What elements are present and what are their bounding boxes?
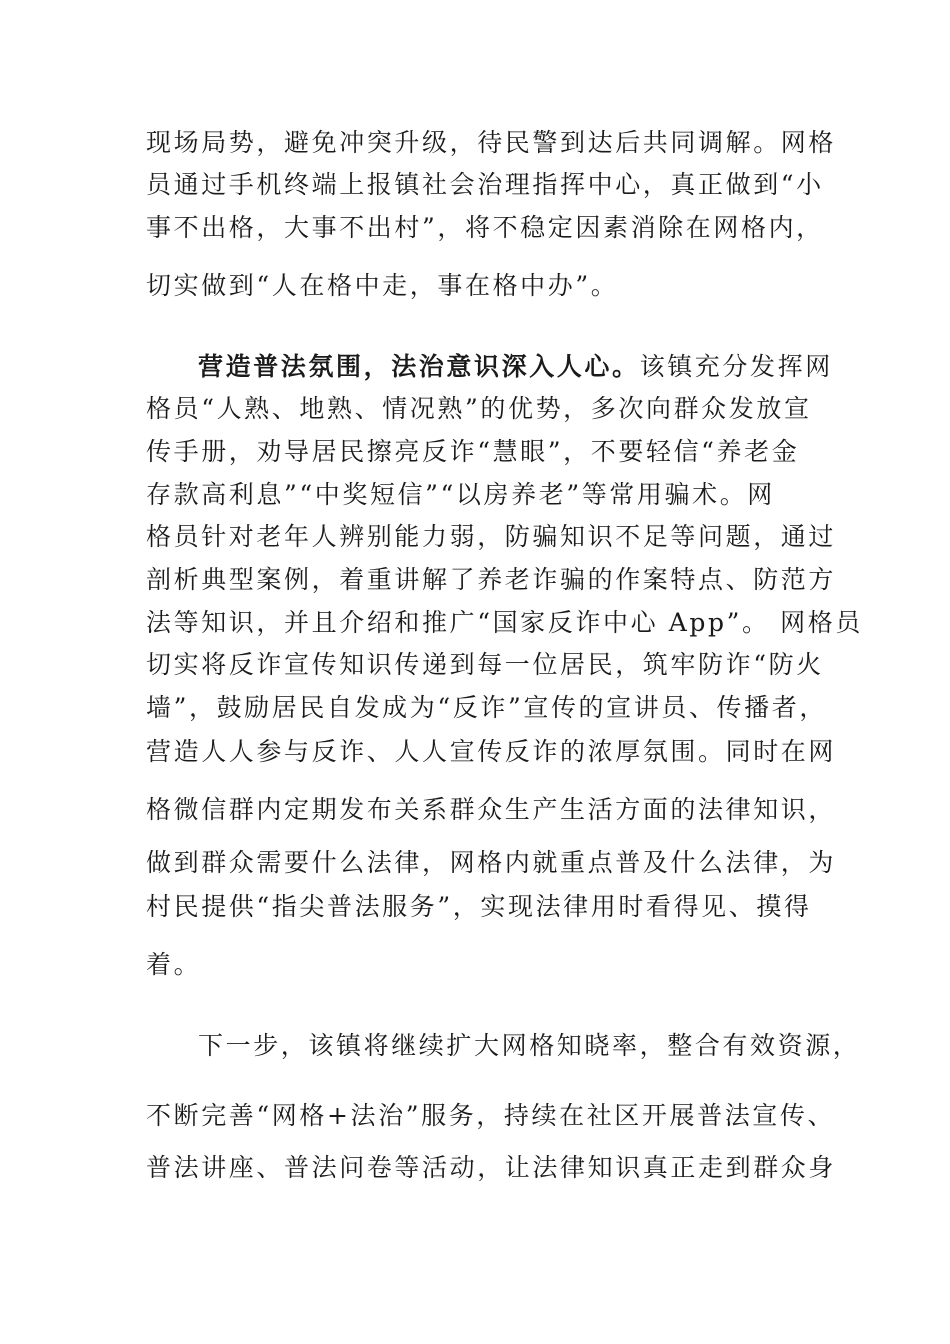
paragraph-3-line-2: 不断完善“网格+法治”服务，持续在社区开展普法宣传、 bbox=[146, 1101, 836, 1130]
paragraph-1-line-4: 切实做到“人在格中走，事在格中办”。 bbox=[146, 271, 619, 300]
paragraph-2-line-9: 墙”，鼓励居民自发成为“反诈”宣传的宣讲员、传播者， bbox=[146, 693, 827, 722]
paragraph-2-first-line-rest: 该镇充分发挥网 bbox=[639, 352, 833, 381]
paragraph-2-line-2: 格员“人熟、地熟、情况熟”的优势，多次向群众发放宣 bbox=[146, 394, 812, 423]
paragraph-2-line-7: 法等知识，并且介绍和推广“国家反诈中心 App”。 网格员 bbox=[146, 608, 863, 637]
paragraph-2-line-11: 格微信群内定期发布关系群众生产生活方面的法律知识， bbox=[146, 795, 837, 824]
paragraph-2-line-1 bbox=[198, 351, 833, 383]
paragraph-2-line-6: 剖析典型案例，着重讲解了养老诈骗的作案特点、防范方 bbox=[146, 565, 837, 594]
paragraph-3-line-3: 普法讲座、普法问卷等活动，让法律知识真正走到群众身 bbox=[146, 1153, 837, 1182]
paragraph-2-line-5: 格员针对老年人辨别能力弱，防骗知识不足等问题，通过 bbox=[146, 522, 837, 551]
paragraph-2-line-13: 村民提供“指尖普法服务”，实现法律用时看得见、摸得 bbox=[146, 892, 812, 921]
paragraph-1-line-3: 事不出格，大事不出村”，将不稳定因素消除在网格内， bbox=[146, 213, 824, 242]
paragraph-1-line-1: 现场局势，避免冲突升级，待民警到达后共同调解。网格 bbox=[146, 128, 837, 157]
paragraph-2-line-12: 做到群众需要什么法律，网格内就重点普及什么法律，为 bbox=[146, 848, 837, 877]
paragraph-2-line-8: 切实将反诈宣传知识传递到每一位居民，筑牢防诈“防火 bbox=[146, 650, 824, 679]
paragraph-2-line-10: 营造人人参与反诈、人人宣传反诈的浓厚氛围。同时在网 bbox=[146, 737, 837, 766]
paragraph-1-line-2: 员通过手机终端上报镇社会治理指挥中心，真正做到“小 bbox=[146, 170, 824, 199]
paragraph-2-line-14: 着。 bbox=[146, 950, 202, 979]
paragraph-2-heading: 营造普法氛围，法治意识深入人心。 bbox=[198, 352, 640, 381]
paragraph-2-line-3: 传手册，劝导居民擦亮反诈“慧眼”，不要轻信“养老金 bbox=[146, 437, 800, 466]
paragraph-3-line-1: 下一步，该镇将继续扩大网格知晓率，整合有效资源， bbox=[198, 1031, 861, 1060]
paragraph-2-line-4: 存款高利息”“中奖短信”“以房养老”等常用骗术。网 bbox=[146, 480, 775, 509]
